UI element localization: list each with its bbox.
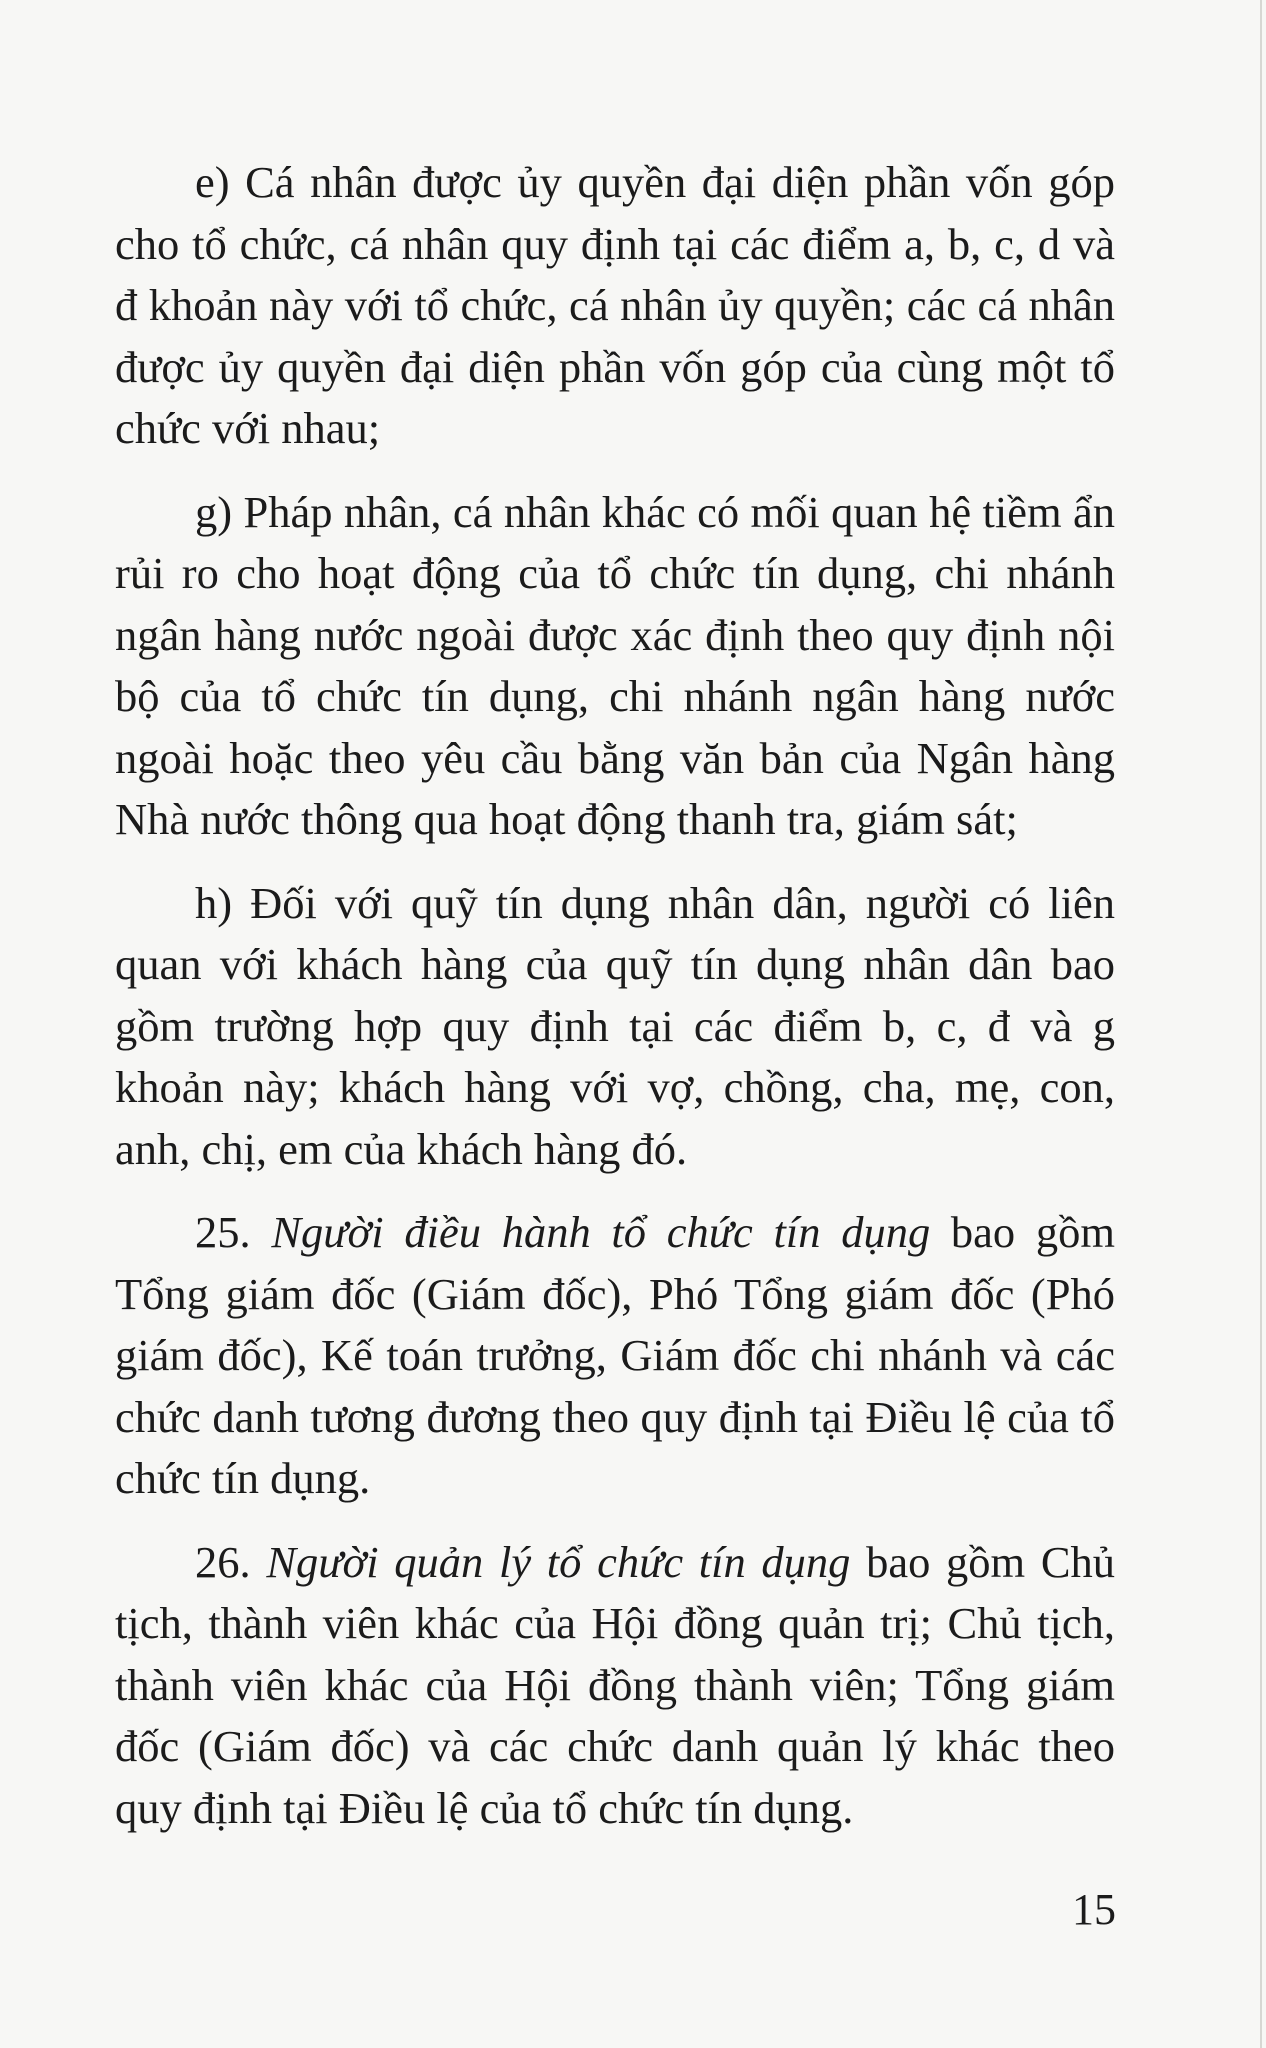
paragraph-25-number: 25. — [195, 1207, 251, 1257]
paragraph-26-number: 26. — [195, 1536, 251, 1587]
paragraph-25-text: bao gồm Tổng giám đốc (Giám đốc), Phó Tổng giám đốc (Phó giám đốc), Kế toán trưởng, Giám đốc chi nhánh và các chức danh tương đương theo quy định tại Điều lệ của tổ chức tín dụng. — [115, 1207, 1116, 1503]
page-edge-shadow — [1260, 0, 1262, 2048]
page-number: 15 — [1072, 1885, 1116, 1934]
paragraph-e: e) Cá nhân được ủy quyền đại diện phần vốn góp cho tổ chức, cá nhân quy định tại các điểm a, b, c, d và đ khoản này với tổ chức, cá nhân ủy quyền; các cá nhân được ủy quyền đại diện phần vốn góp của cùng một tổ chức với nhau; — [115, 157, 1115, 453]
paragraph-25 — [115, 1202, 1115, 1510]
paragraph-25-term: Người điều hành tổ chức tín dụng — [271, 1207, 931, 1257]
paragraph-26 — [115, 1532, 1115, 1840]
paragraph-g: g) Pháp nhân, cá nhân khác có mối quan hệ tiềm ẩn rủi ro cho hoạt động của tổ chức tín dụng, chi nhánh ngân hàng nước ngoài được xác định theo quy định nội bộ của tổ chức tín dụng, chi nhánh ngân hàng nước ngoài hoặc theo yêu cầu bằng văn bản của Ngân hàng Nhà nước thông qua hoạt động thanh tra, giám sát; — [115, 486, 1115, 844]
paragraph-26-text: bao gồm Chủ tịch, thành viên khác của Hội đồng quản trị; Chủ tịch, thành viên khác của Hội đồng thành viên; Tổng giám đốc (Giám đốc) và các chức danh quản lý khác theo quy định tại Điều lệ của tổ chức tín dụng. — [115, 1536, 1116, 1833]
paragraph-26-term: Người quản lý tổ chức tín dụng — [266, 1536, 851, 1587]
document-body — [115, 152, 1115, 1861]
paragraph-h: h) Đối với quỹ tín dụng nhân dân, người có liên quan với khách hàng của quỹ tín dụng nhân dân bao gồm trường hợp quy định tại các điểm b, c, đ và g khoản này; khách hàng với vợ, chồng, cha, mẹ, con, anh, chị, em của khách hàng đó. — [115, 877, 1115, 1174]
